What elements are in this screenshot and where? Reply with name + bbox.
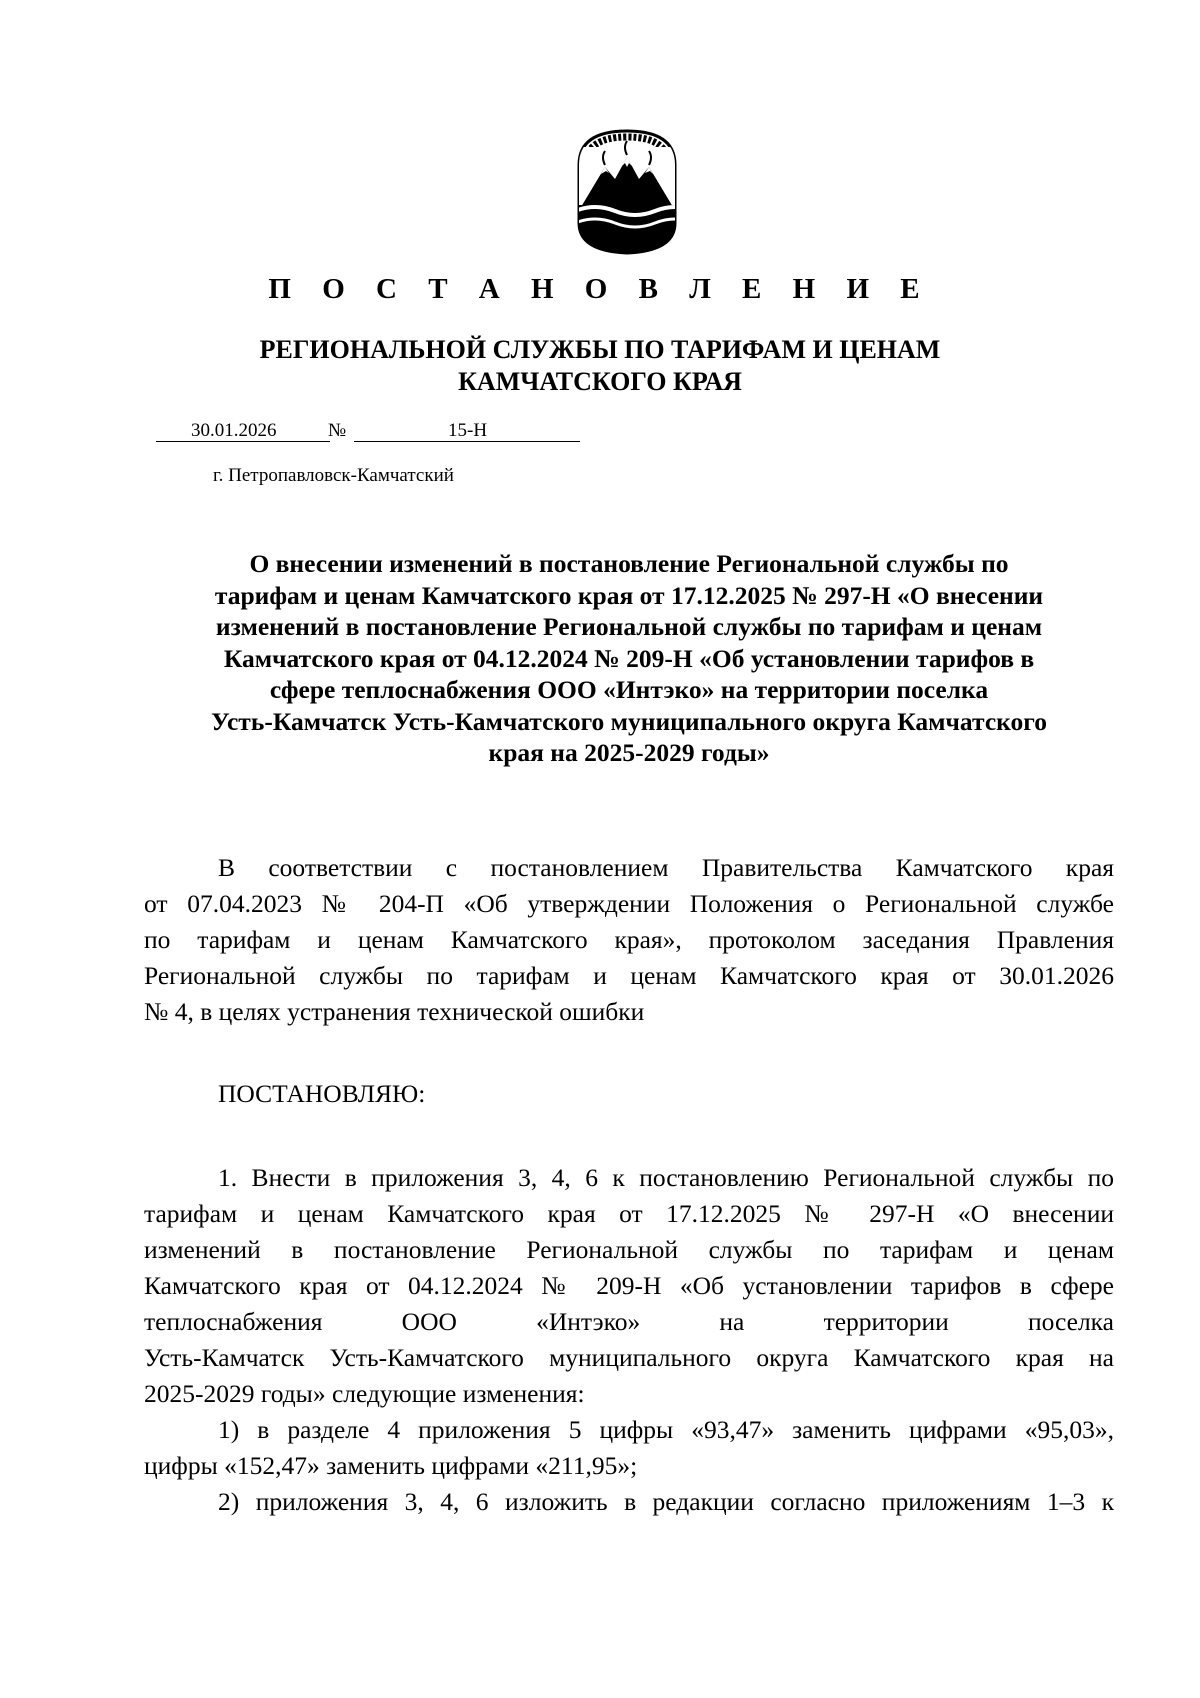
document-type-title: П О С Т А Н О В Л Е Н И Е [268, 273, 932, 305]
subject-line: края на 2025-2029 годы» [488, 738, 770, 767]
paragraph-line: изменений в постановление Региональной службы по тарифам и ценам [144, 1235, 1114, 1264]
clauses-paragraph [144, 1160, 1114, 1520]
paragraph-line: от 07.04.2023 № 204-П «Об утверждении Положения о Региональной службе [144, 889, 1114, 918]
paragraph-line: 1) в разделе 4 приложения 5 цифры «93,47» заменить цифрами «95,03», [218, 1415, 1114, 1444]
number-sign: № [328, 420, 347, 441]
subject-line: изменений в постановление Региональной службы по тарифам и ценам [215, 612, 1043, 641]
decree-word: ПОСТАНОВЛЯЮ: [218, 1079, 426, 1108]
paragraph-line: по тарифам и ценам Камчатского края», протоколом заседания Правления [144, 925, 1114, 954]
subject-line: О внесении изменений в постановление Региональной службы по [249, 549, 1009, 578]
document-subject [148, 548, 1110, 769]
authority-line: РЕГИОНАЛЬНОЙ СЛУЖБЫ ПО ТАРИФАМ И ЦЕНАМ [259, 335, 941, 364]
issuing-authority [200, 334, 1000, 398]
preamble-paragraph [144, 850, 1114, 1030]
subject-line: сфере теплоснабжения ООО «Интэко» на территории поселка [269, 675, 989, 704]
paragraph-line: Камчатского края от 04.12.2024 № 209-Н «Об установлении тарифов в сфере [144, 1271, 1114, 1300]
authority-line: КАМЧАТСКОГО КРАЯ [458, 367, 742, 396]
paragraph-line: Региональной службы по тарифам и ценам Камчатского края от 30.01.2026 [144, 961, 1114, 990]
paragraph-line: 1. Внести в приложения 3, 4, 6 к постановлению Региональной службы по [218, 1163, 1114, 1192]
subject-line: Камчатского края от 04.12.2024 № 209-Н «Об установлении тарифов в [223, 643, 1035, 673]
date-underline [156, 441, 330, 442]
paragraph-line: № 4, в целях устранения технической ошибки [144, 997, 645, 1026]
subject-line: тарифам и ценам Камчатского края от 17.12.2025 № 297-Н «О внесении [214, 580, 1044, 610]
city-name: г. Петропавловск-Камчатский [213, 465, 454, 486]
document-date: 30.01.2026 [191, 420, 277, 441]
subject-line: Усть-Камчатск Усть-Камчатского муниципального округа Камчатского [211, 706, 1047, 736]
paragraph-line: 2025-2029 годы» следующие изменения: [144, 1379, 585, 1408]
number-underline [354, 441, 580, 442]
paragraph-line: теплоснабжения ООО «Интэко» на территории поселка [144, 1307, 1114, 1336]
kamchatka-coat-of-arms-icon [575, 127, 679, 255]
paragraph-line: В соответствии с постановлением Правительства Камчатского края [218, 853, 1114, 882]
document-number: 15-Н [448, 420, 488, 441]
paragraph-line: 2) приложения 3, 4, 6 изложить в редакции согласно приложениям 1–3 к [218, 1487, 1114, 1516]
paragraph-line: тарифам и ценам Камчатского края от 17.12.2025 № 297-Н «О внесении [144, 1199, 1114, 1228]
paragraph-line: Усть-Камчатск Усть-Камчатского муниципального округа Камчатского края на [144, 1343, 1114, 1372]
paragraph-line: цифры «152,47» заменить цифрами «211,95»; [144, 1451, 638, 1480]
